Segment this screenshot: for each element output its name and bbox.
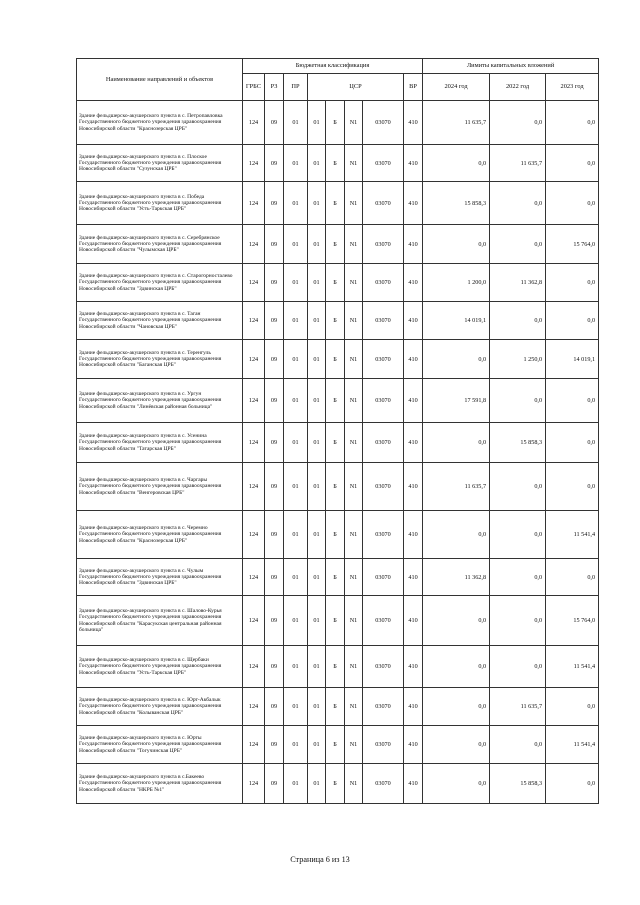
row-vr: 410: [404, 379, 423, 423]
table-row: [77, 264, 599, 302]
row-grbs: 124: [243, 225, 265, 264]
row-grbs: 124: [243, 559, 265, 596]
table-row: [77, 596, 599, 646]
row-csr-2: Б: [326, 688, 345, 726]
row-name: Здание фельдшерско-акушерского пункта в с. Усенина Государственного бюджетного учреждения здравоохранения Новосибирской области "Татарская ЦРБ": [77, 423, 243, 463]
row-value-2023: 11 541,4: [546, 511, 599, 559]
row-csr-3: N1: [345, 726, 363, 764]
row-value-2022: 0,0: [490, 225, 546, 264]
row-csr-4: 03070: [363, 225, 404, 264]
row-value-2023: 11 541,4: [546, 646, 599, 688]
column-header-vr: ВР: [404, 74, 423, 101]
row-csr-1: 01: [308, 463, 326, 511]
row-name: Здание фельдшерско-акушерского пункта в с. Юрты Государственного бюджетного учреждения здравоохранения Новосибирской области "Тогучинская ЦРБ": [77, 726, 243, 764]
row-grbs: 124: [243, 423, 265, 463]
row-csr-3: N1: [345, 596, 363, 646]
column-header-2023: 2023 год: [546, 74, 599, 101]
row-value-2024: 0,0: [423, 646, 490, 688]
row-csr-3: N1: [345, 225, 363, 264]
row-value-2023: 15 764,0: [546, 596, 599, 646]
table-row: [77, 463, 599, 511]
row-pr: 01: [284, 764, 308, 804]
row-grbs: 124: [243, 264, 265, 302]
row-csr-4: 03070: [363, 463, 404, 511]
row-rz: 09: [265, 463, 284, 511]
row-csr-1: 01: [308, 511, 326, 559]
table-row: [77, 559, 599, 596]
row-csr-1: 01: [308, 264, 326, 302]
row-csr-1: 01: [308, 764, 326, 804]
row-rz: 09: [265, 726, 284, 764]
row-csr-2: Б: [326, 764, 345, 804]
row-value-2024: 11 362,8: [423, 559, 490, 596]
row-value-2022: 0,0: [490, 379, 546, 423]
row-value-2022: 0,0: [490, 646, 546, 688]
table-body: [77, 101, 599, 804]
row-pr: 01: [284, 511, 308, 559]
column-group-budget-classification: Бюджетная классификация: [243, 59, 423, 74]
row-name: Здание фельдшерско-акушерского пункта в с. Черемно Государственного бюджетного учреждения здравоохранения Новосибирской области "Краснозерская ЦРБ": [77, 511, 243, 559]
table-row: [77, 423, 599, 463]
row-pr: 01: [284, 101, 308, 145]
row-csr-4: 03070: [363, 646, 404, 688]
row-value-2022: 11 635,7: [490, 145, 546, 182]
row-rz: 09: [265, 340, 284, 379]
table-row: [77, 302, 599, 340]
row-rz: 09: [265, 688, 284, 726]
row-grbs: 124: [243, 646, 265, 688]
table-row: [77, 688, 599, 726]
table-row: [77, 182, 599, 225]
row-csr-2: Б: [326, 182, 345, 225]
row-name: Здание фельдшерско-акушерского пункта в с. Победа Государственного бюджетного учреждения здравоохранения Новосибирской области "Усть-Таркская ЦРБ": [77, 182, 243, 225]
row-name: Здание фельдшерско-акушерского пункта в с.Бакеево Государственного бюджетного учреждения здравоохранения Новосибирской области "НКРБ №1": [77, 764, 243, 804]
row-csr-3: N1: [345, 559, 363, 596]
row-rz: 09: [265, 101, 284, 145]
row-rz: 09: [265, 379, 284, 423]
row-grbs: 124: [243, 101, 265, 145]
row-grbs: 124: [243, 182, 265, 225]
row-csr-3: N1: [345, 463, 363, 511]
row-csr-3: N1: [345, 379, 363, 423]
row-name: Здание фельдшерско-акушерского пункта в с. Чаргары Государственного бюджетного учреждения здравоохранения Новосибирской области "Венгеровская ЦРБ": [77, 463, 243, 511]
page-number: Страница 6 из 13: [290, 855, 350, 864]
row-csr-2: Б: [326, 423, 345, 463]
row-csr-2: Б: [326, 145, 345, 182]
row-vr: 410: [404, 726, 423, 764]
row-csr-1: 01: [308, 101, 326, 145]
row-value-2024: 0,0: [423, 726, 490, 764]
row-value-2024: 1 200,0: [423, 264, 490, 302]
row-name: Здание фельдшерско-акушерского пункта в с. Старогорносталево Государственного бюджетного учреждения здравоохранения Новосибирской области "Здвинская ЦРБ": [77, 264, 243, 302]
row-value-2022: 0,0: [490, 302, 546, 340]
row-name: Здание фельдшерско-акушерского пункта в с. Таган Государственного бюджетного учреждения здравоохранения Новосибирской области "Чановская ЦРБ": [77, 302, 243, 340]
table-row: [77, 225, 599, 264]
row-csr-1: 01: [308, 379, 326, 423]
row-value-2023: 0,0: [546, 264, 599, 302]
row-value-2023: 11 541,4: [546, 726, 599, 764]
row-value-2023: 0,0: [546, 559, 599, 596]
row-pr: 01: [284, 646, 308, 688]
row-value-2022: 0,0: [490, 511, 546, 559]
row-csr-4: 03070: [363, 423, 404, 463]
row-pr: 01: [284, 463, 308, 511]
row-rz: 09: [265, 264, 284, 302]
row-value-2024: 0,0: [423, 340, 490, 379]
row-name: Здание фельдшерско-акушерского пункта в с. Ургун Государственного бюджетного учреждения здравоохранения Новосибирской области "Линёвская районная больница": [77, 379, 243, 423]
row-rz: 09: [265, 511, 284, 559]
row-csr-3: N1: [345, 511, 363, 559]
table-row: [77, 145, 599, 182]
row-csr-1: 01: [308, 423, 326, 463]
table-row: [77, 646, 599, 688]
row-pr: 01: [284, 379, 308, 423]
table-row: [77, 379, 599, 423]
row-pr: 01: [284, 302, 308, 340]
row-pr: 01: [284, 726, 308, 764]
row-pr: 01: [284, 559, 308, 596]
row-csr-4: 03070: [363, 511, 404, 559]
row-csr-2: Б: [326, 726, 345, 764]
row-pr: 01: [284, 145, 308, 182]
row-vr: 410: [404, 302, 423, 340]
row-csr-3: N1: [345, 764, 363, 804]
row-csr-2: Б: [326, 463, 345, 511]
row-csr-1: 01: [308, 688, 326, 726]
row-name: Здание фельдшерско-акушерского пункта в с. Серебрянское Государственного бюджетного учреждения здравоохранения Новосибирской области "Чулымская ЦРБ": [77, 225, 243, 264]
column-header-pr: ПР: [284, 74, 308, 101]
row-grbs: 124: [243, 302, 265, 340]
row-value-2022: 0,0: [490, 596, 546, 646]
table-row: [77, 726, 599, 764]
row-csr-3: N1: [345, 302, 363, 340]
row-pr: 01: [284, 182, 308, 225]
row-csr-1: 01: [308, 145, 326, 182]
row-rz: 09: [265, 145, 284, 182]
row-csr-4: 03070: [363, 182, 404, 225]
column-header-grbs: ГРБС: [243, 74, 265, 101]
row-csr-4: 03070: [363, 688, 404, 726]
column-header-rz: РЗ: [265, 74, 284, 101]
row-value-2022: 11 635,7: [490, 688, 546, 726]
row-value-2023: 0,0: [546, 302, 599, 340]
table-row: [77, 764, 599, 804]
row-grbs: 124: [243, 688, 265, 726]
row-name: Здание фельдшерско-акушерского пункта в с. Щербаки Государственного бюджетного учреждения здравоохранения Новосибирской области "Усть-Таркская ЦРБ": [77, 646, 243, 688]
row-vr: 410: [404, 340, 423, 379]
row-vr: 410: [404, 511, 423, 559]
row-grbs: 124: [243, 511, 265, 559]
row-csr-2: Б: [326, 101, 345, 145]
row-csr-3: N1: [345, 340, 363, 379]
row-value-2024: 0,0: [423, 225, 490, 264]
row-value-2022: 11 362,8: [490, 264, 546, 302]
row-value-2024: 0,0: [423, 764, 490, 804]
capital-investment-table: [76, 58, 599, 804]
row-csr-4: 03070: [363, 340, 404, 379]
row-value-2024: 11 635,7: [423, 463, 490, 511]
row-csr-1: 01: [308, 302, 326, 340]
row-vr: 410: [404, 225, 423, 264]
row-value-2024: 0,0: [423, 688, 490, 726]
row-csr-4: 03070: [363, 101, 404, 145]
row-csr-4: 03070: [363, 764, 404, 804]
row-vr: 410: [404, 596, 423, 646]
row-value-2024: 15 858,3: [423, 182, 490, 225]
row-value-2023: 0,0: [546, 101, 599, 145]
row-name: Здание фельдшерско-акушерского пункта в с. Плоское Государственного бюджетного учреждения здравоохранения Новосибирской области "Сузунская ЦРБ": [77, 145, 243, 182]
row-value-2023: 0,0: [546, 688, 599, 726]
row-csr-1: 01: [308, 646, 326, 688]
row-rz: 09: [265, 596, 284, 646]
row-csr-3: N1: [345, 646, 363, 688]
row-value-2023: 0,0: [546, 145, 599, 182]
row-value-2024: 17 591,8: [423, 379, 490, 423]
row-csr-2: Б: [326, 340, 345, 379]
row-vr: 410: [404, 559, 423, 596]
table-row: [77, 511, 599, 559]
row-csr-4: 03070: [363, 596, 404, 646]
row-value-2022: 1 250,0: [490, 340, 546, 379]
row-csr-2: Б: [326, 559, 345, 596]
row-grbs: 124: [243, 379, 265, 423]
row-csr-4: 03070: [363, 559, 404, 596]
row-csr-1: 01: [308, 225, 326, 264]
row-pr: 01: [284, 423, 308, 463]
row-vr: 410: [404, 264, 423, 302]
row-value-2022: 0,0: [490, 559, 546, 596]
row-vr: 410: [404, 764, 423, 804]
row-vr: 410: [404, 646, 423, 688]
row-rz: 09: [265, 302, 284, 340]
row-csr-3: N1: [345, 145, 363, 182]
row-rz: 09: [265, 225, 284, 264]
row-value-2022: 0,0: [490, 463, 546, 511]
row-value-2024: 0,0: [423, 423, 490, 463]
row-name: Здание фельдшерско-акушерского пункта в с. Шалово-Курья Государственного бюджетного учреждения здравоохранения Новосибирской области "Карасукская центральная районная больница": [77, 596, 243, 646]
row-vr: 410: [404, 101, 423, 145]
row-csr-4: 03070: [363, 145, 404, 182]
row-csr-3: N1: [345, 423, 363, 463]
row-value-2024: 0,0: [423, 145, 490, 182]
row-csr-2: Б: [326, 596, 345, 646]
row-name: Здание фельдшерско-акушерского пункта в с. Чулым Государственного бюджетного учреждения здравоохранения Новосибирской области "Здвинская ЦРБ": [77, 559, 243, 596]
row-value-2023: 0,0: [546, 379, 599, 423]
row-name: Здание фельдшерско-акушерского пункта в с. Юрт-Акбалык Государственного бюджетного учреждения здравоохранения Новосибирской области "Колыванская ЦРБ": [77, 688, 243, 726]
row-name: Здание фельдшерско-акушерского пункта в с. Петропавловка Государственного бюджетного учреждения здравоохранения Новосибирской области "Краснозерская ЦРБ": [77, 101, 243, 145]
row-grbs: 124: [243, 145, 265, 182]
row-rz: 09: [265, 764, 284, 804]
row-vr: 410: [404, 423, 423, 463]
row-csr-4: 03070: [363, 726, 404, 764]
row-csr-1: 01: [308, 340, 326, 379]
row-value-2024: 0,0: [423, 511, 490, 559]
row-csr-1: 01: [308, 596, 326, 646]
row-value-2023: 0,0: [546, 764, 599, 804]
budget-table-page: [76, 58, 598, 804]
row-pr: 01: [284, 340, 308, 379]
column-header-csr: ЦСР: [308, 74, 404, 101]
column-header-2024: 2024 год: [423, 74, 490, 101]
row-csr-4: 03070: [363, 264, 404, 302]
column-header-name: Наименование направлений и объектов: [77, 59, 243, 101]
row-value-2023: 0,0: [546, 182, 599, 225]
row-vr: 410: [404, 463, 423, 511]
row-csr-2: Б: [326, 264, 345, 302]
row-name: Здание фельдшерско-акушерского пункта в с. Теренгуль Государственного бюджетного учреждения здравоохранения Новосибирской области "Баганская ЦРБ": [77, 340, 243, 379]
row-csr-2: Б: [326, 225, 345, 264]
row-grbs: 124: [243, 463, 265, 511]
row-rz: 09: [265, 559, 284, 596]
row-csr-2: Б: [326, 646, 345, 688]
row-csr-4: 03070: [363, 302, 404, 340]
row-vr: 410: [404, 145, 423, 182]
row-pr: 01: [284, 225, 308, 264]
row-vr: 410: [404, 182, 423, 225]
row-value-2024: 11 635,7: [423, 101, 490, 145]
row-csr-3: N1: [345, 182, 363, 225]
row-pr: 01: [284, 264, 308, 302]
row-csr-1: 01: [308, 559, 326, 596]
row-value-2023: 0,0: [546, 423, 599, 463]
row-grbs: 124: [243, 764, 265, 804]
row-csr-2: Б: [326, 511, 345, 559]
column-header-2022: 2022 год: [490, 74, 546, 101]
row-value-2022: 0,0: [490, 101, 546, 145]
row-grbs: 124: [243, 596, 265, 646]
row-value-2024: 14 019,1: [423, 302, 490, 340]
row-csr-3: N1: [345, 101, 363, 145]
row-csr-3: N1: [345, 264, 363, 302]
row-rz: 09: [265, 182, 284, 225]
row-value-2024: 0,0: [423, 596, 490, 646]
row-grbs: 124: [243, 340, 265, 379]
row-grbs: 124: [243, 726, 265, 764]
row-pr: 01: [284, 688, 308, 726]
row-csr-1: 01: [308, 182, 326, 225]
row-value-2022: 15 858,3: [490, 764, 546, 804]
row-csr-4: 03070: [363, 379, 404, 423]
row-value-2023: 15 764,0: [546, 225, 599, 264]
row-value-2022: 0,0: [490, 726, 546, 764]
row-csr-3: N1: [345, 688, 363, 726]
column-group-capital-limits: Лимиты капитальных вложений: [423, 59, 599, 74]
row-value-2022: 0,0: [490, 182, 546, 225]
row-csr-2: Б: [326, 302, 345, 340]
row-rz: 09: [265, 423, 284, 463]
table-row: [77, 340, 599, 379]
row-rz: 09: [265, 646, 284, 688]
row-pr: 01: [284, 596, 308, 646]
row-vr: 410: [404, 688, 423, 726]
row-csr-2: Б: [326, 379, 345, 423]
table-row: [77, 101, 599, 145]
row-value-2022: 15 858,3: [490, 423, 546, 463]
row-value-2023: 14 019,1: [546, 340, 599, 379]
row-csr-1: 01: [308, 726, 326, 764]
row-value-2023: 0,0: [546, 463, 599, 511]
